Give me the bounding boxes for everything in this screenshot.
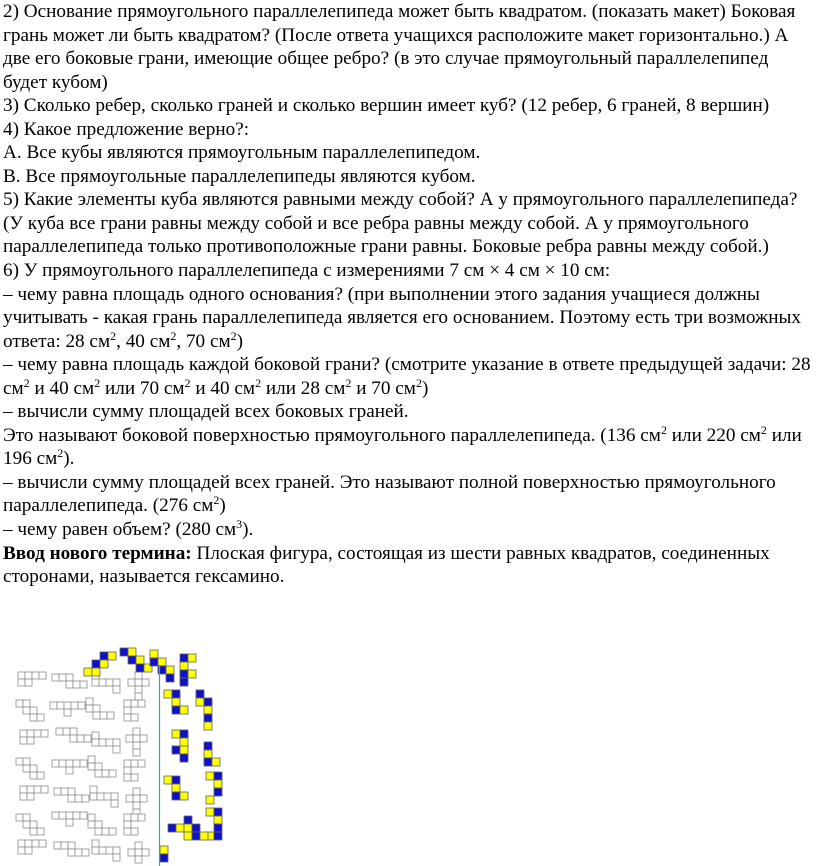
hexomino-cell (106, 739, 113, 746)
hexomino-cell (39, 840, 46, 847)
hexomino-cell (135, 856, 142, 863)
hexomino-cell (133, 735, 140, 742)
hexomino-cell (95, 821, 102, 828)
hexomino-colored-cell (200, 832, 208, 840)
hexomino-colored-cell (92, 668, 100, 676)
hexomino-cell (109, 770, 116, 777)
hexomino-colored-cell (166, 666, 174, 674)
hexomino-colored-cell (100, 652, 108, 660)
text-run: и 40 см (29, 377, 95, 399)
hexomino-colored-cell (172, 698, 180, 706)
hexomino-cell (66, 760, 73, 767)
hexomino-colored-cell (188, 670, 196, 678)
hexomino-cell (124, 821, 131, 828)
hexomino-cell (135, 693, 142, 700)
superscript: 2 (255, 375, 262, 390)
hexomino-colored-cell (196, 698, 204, 706)
hexomino-cell (84, 735, 91, 742)
hexomino-cell (54, 842, 61, 849)
hexomino-cell (88, 756, 95, 763)
hexomino-colored-cell (180, 738, 188, 746)
text-run: – чему равна площадь каждой боковой грани? (смотрите указание в ответе предыдущей задачи: 28 см (3, 354, 811, 399)
hexomino-colored-cell (180, 730, 188, 738)
hexomino-cell (68, 849, 75, 856)
hexomino-cell (27, 793, 34, 800)
hexomino-colored-cell (204, 742, 212, 750)
hexomino-cell (142, 679, 149, 686)
hexomino-colored-cell (180, 746, 188, 754)
hexomino-outline-grid (16, 672, 149, 863)
hexomino-cell (54, 788, 61, 795)
hexomino-cell (90, 786, 97, 793)
hexomino-cell (23, 821, 30, 828)
hexomino-cell (99, 679, 106, 686)
hexomino-cell (57, 702, 64, 709)
hexomino-colored-cell (172, 706, 180, 714)
hexomino-cell (73, 812, 80, 819)
superscript: 2 (760, 422, 767, 437)
hexomino-cell (56, 728, 63, 735)
hexomino-colored-cell (196, 690, 204, 698)
text-run: 6) У прямоугольного параллелепипеда с измерениями 7 см × 4 см × 10 см: (3, 260, 611, 282)
hexomino-colored-cell (188, 654, 196, 662)
hexomino-cell (77, 735, 84, 742)
hexomino-cell (30, 772, 37, 779)
text-run: – чему равен объем? (280 см (3, 519, 237, 541)
hexomino-cell (30, 714, 37, 721)
hexomino-cell (124, 774, 131, 781)
text-run: и 70 см (351, 377, 416, 399)
hexomino-cell (30, 707, 37, 714)
text-run: Плоская фигура, состоящая из шести равных квадратов, соединенных сторонами, называется гексамино. (3, 542, 770, 588)
hexomino-colored-cell (206, 796, 214, 804)
hexomino-colored-cell (184, 824, 192, 832)
hexomino-colored-cell (92, 660, 100, 668)
hexomino-cell (64, 709, 71, 716)
hexomino-cell (63, 728, 70, 735)
superscript: 2 (660, 422, 667, 437)
text-run: ) (236, 330, 243, 352)
hexomino-colored-cell (160, 854, 168, 862)
hexomino-colored-cell (166, 674, 174, 682)
hexomino-cell (73, 681, 80, 688)
hexomino-colored-cell (84, 668, 92, 676)
hexomino-cell (82, 849, 89, 856)
hexomino-cell (131, 814, 138, 821)
superscript: 2 (213, 493, 220, 508)
hexomino-cell (99, 739, 106, 746)
text-run: , 40 см (116, 330, 171, 352)
hexomino-cell (135, 672, 142, 679)
hexomino-cell (25, 672, 32, 679)
hexomino-cell (71, 702, 78, 709)
superscript: 2 (184, 375, 191, 390)
hexomino-colored-cell (172, 792, 180, 800)
hexomino-cell (39, 672, 46, 679)
hexomino-cell (18, 679, 25, 686)
hexomino-cell (124, 707, 131, 714)
text-run: или 220 см (666, 424, 761, 446)
hexomino-cell (82, 795, 89, 802)
term-label: Ввод нового термина: (3, 542, 192, 564)
hexomino-cell (138, 760, 145, 767)
hexomino-cell (27, 737, 34, 744)
hexomino-cell (16, 758, 23, 765)
hexomino-colored-cell (214, 832, 222, 840)
hexomino-cell (34, 730, 41, 737)
hexomino-cell (59, 760, 66, 767)
hexomino-cell (80, 760, 87, 767)
hexomino-colored-cell (214, 816, 222, 824)
hexomino-cell (99, 847, 106, 854)
hexomino-cell (113, 679, 120, 686)
hexomino-cell (131, 714, 138, 721)
hexomino-colored-cell (204, 714, 212, 722)
text-run: 4) Какое предложение верно?: (3, 118, 250, 140)
hexomino-cell (135, 679, 142, 686)
hexomino-cell (131, 760, 138, 767)
hexomino-colored-cell (136, 656, 144, 664)
hexomino-cell (133, 788, 140, 795)
superscript: 2 (170, 328, 177, 343)
hexomino-colored-cell (150, 650, 158, 658)
hexomino-colored-cell (172, 690, 180, 698)
hexomino-colored-cell (180, 678, 188, 686)
hexomino-cell (18, 672, 25, 679)
hexomino-cell (133, 749, 140, 756)
hexomino-cell (97, 793, 104, 800)
hexomino-cell (66, 681, 73, 688)
hexomino-colored-cell (204, 722, 212, 730)
hexomino-cell (27, 730, 34, 737)
hexomino-cell (140, 795, 147, 802)
hexomino-cell (23, 765, 30, 772)
hexomino-cell (90, 793, 97, 800)
hexomino-cell (86, 705, 93, 712)
hexomino-cell (88, 763, 95, 770)
hexomino-cell (135, 686, 142, 693)
text-run: В. Все прямоугольные параллелепипеды являются кубом. (3, 165, 476, 187)
hexomino-cell (92, 679, 99, 686)
hexomino-cell (126, 735, 133, 742)
hexomino-colored-cell (180, 792, 188, 800)
hexomino-cell (59, 812, 66, 819)
hexomino-cell (70, 735, 77, 742)
hexomino-cell (23, 707, 30, 714)
text-run: Это называют боковой поверхностью прямоугольного параллелепипеда. (136 см (3, 424, 661, 446)
hexomino-cell (66, 674, 73, 681)
hexomino-cell (61, 788, 68, 795)
hexomino-cell (37, 714, 44, 721)
hexomino-cell (124, 700, 131, 707)
text-run: ) (421, 377, 429, 399)
hexomino-cell (32, 840, 39, 847)
hexomino-cell (70, 728, 77, 735)
hexomino-cell (95, 770, 102, 777)
hexomino-colored-cell (160, 846, 168, 854)
text-run: ) (219, 495, 226, 517)
hexomino-cell (30, 828, 37, 835)
hexomino-cell (138, 814, 145, 821)
hexomino-colored-cell (180, 754, 188, 762)
hexomino-colored-cell (204, 758, 212, 766)
hexomino-cell (113, 739, 120, 746)
hexomino-cell (18, 840, 25, 847)
hexomino-colored-cell (180, 662, 188, 670)
superscript: 2 (94, 375, 101, 390)
hexomino-cell (88, 814, 95, 821)
hexomino-colored-cell (176, 824, 184, 832)
hexomino-cell (23, 700, 30, 707)
hexomino-cell (124, 714, 131, 721)
hexomino-cell (50, 702, 57, 709)
hexomino-cell (142, 849, 149, 856)
hexomino-cell (93, 712, 100, 719)
hexomino-colored-cell (180, 706, 188, 714)
hexomino-cell (138, 700, 145, 707)
hexomino-colored-cell (128, 648, 136, 656)
hexomino-cell (68, 842, 75, 849)
hexomino-cell (52, 812, 59, 819)
hexomino-cell (37, 772, 44, 779)
superscript: 2 (23, 375, 30, 390)
hexomino-cell (64, 702, 71, 709)
hexomino-cell (75, 849, 82, 856)
hexomino-cell (124, 760, 131, 767)
hexomino-cell (106, 847, 113, 854)
text-run: или 70 см (100, 377, 185, 399)
hexomino-colored-cell (180, 654, 188, 662)
hexomino-cell (100, 712, 107, 719)
hexomino-colored-cell (172, 784, 180, 792)
text-run: 5) Какие элементы куба являются равными между собой? А у прямоугольного параллелепипеда? (У куба все грани равны между собой и все ребра равны между собой. А у прямоугольного параллелепипеда только противоположные грани равны. Боковые ребра равны между собой.) (3, 189, 798, 258)
hexomino-colored-cell (108, 652, 116, 660)
hexomino-cell (88, 821, 95, 828)
hexomino-cell (23, 758, 30, 765)
hexomino-colored-cell (184, 816, 192, 824)
hexomino-colored-cell (214, 808, 222, 816)
hexomino-cell (25, 847, 32, 854)
hexomino-cell (102, 770, 109, 777)
hexomino-cell (66, 812, 73, 819)
hexomino-cell (68, 788, 75, 795)
hexomino-cell (25, 679, 32, 686)
text-run: или 196 см (3, 424, 802, 470)
hexomino-cell (80, 681, 87, 688)
hexomino-cell (93, 705, 100, 712)
hexomino-cell (92, 840, 99, 847)
hexomino-cell (135, 849, 142, 856)
hexomino-colored-cell (206, 808, 214, 816)
hexomino-cell (52, 760, 59, 767)
hexomino-colored-cell (212, 758, 220, 766)
hexomino-cell (124, 814, 131, 821)
hexomino-cell (92, 847, 99, 854)
hexomino-cell (113, 847, 120, 854)
hexomino-colored-cell (172, 776, 180, 784)
hexomino-cell (34, 786, 41, 793)
hexomino-cell (20, 737, 27, 744)
hexomino-cell (16, 700, 23, 707)
hexomino-colored-cell (100, 660, 108, 668)
hexomino-cell (133, 728, 140, 735)
superscript: 2 (230, 328, 237, 343)
hexomino-cell (113, 686, 120, 693)
hexomino-colored-cell (128, 656, 136, 664)
text-run: – чему равна площадь одного основания? (при выполнении этого задания учащиеся должны учитывать - какая грань параллелепипеда является его основанием. Поэтому есть три возможных ответа: 28 см (3, 283, 802, 352)
hexomino-colored-cell (214, 780, 222, 788)
superscript: 2 (110, 328, 117, 343)
hexomino-cell (92, 739, 99, 746)
hexomino-cell (25, 840, 32, 847)
hexomino-cell (128, 849, 135, 856)
hexomino-cell (59, 674, 66, 681)
hexomino-cell (37, 828, 44, 835)
hexomino-cell (27, 786, 34, 793)
text-run: , 70 см (176, 330, 231, 352)
hexomino-cell (20, 793, 27, 800)
hexomino-cell (66, 767, 73, 774)
hexomino-cell (126, 795, 133, 802)
hexomino-cell (32, 672, 39, 679)
hexomino-cell (16, 814, 23, 821)
hexomino-colored-cell (214, 788, 222, 796)
text-run: ). (63, 448, 75, 470)
hexomino-cell (124, 767, 131, 774)
hexomino-colored-cell (192, 824, 200, 832)
hexomino-cell (135, 842, 142, 849)
hexomino-cell (66, 819, 73, 826)
hexomino-cell (80, 812, 87, 819)
hexomino-colored-cell (164, 690, 172, 698)
hexomino-cell (111, 793, 118, 800)
hexomino-cell (106, 679, 113, 686)
hexomino-colored-cell (120, 648, 128, 656)
hexomino-cell (92, 732, 99, 739)
hexomino-colored-cell (172, 730, 180, 738)
hexomino-cell (52, 674, 59, 681)
hexomino-cell (113, 746, 120, 753)
hexomino-cell (113, 854, 120, 861)
hexomino-cell (95, 763, 102, 770)
text-run: – вычисли сумму площадей всех боковых граней. (3, 401, 409, 423)
hexomino-colored-cell (158, 658, 166, 666)
hexomino-cell (128, 679, 135, 686)
hexomino-cell (23, 814, 30, 821)
text-run: 3) Сколько ребер, сколько граней и сколько вершин имеет куб? (12 ребер, 6 граней, 8 вершин) (3, 95, 770, 117)
superscript: 2 (415, 375, 422, 390)
hexomino-cell (41, 786, 48, 793)
hexomino-cell (111, 800, 118, 807)
hexomino-cell (131, 700, 138, 707)
hexomino-cell (30, 765, 37, 772)
hexomino-cell (124, 828, 131, 835)
text-run: А. Все кубы являются прямоугольным параллелепипедом. (3, 142, 481, 164)
hexomino-cell (68, 795, 75, 802)
hexomino-cell (78, 702, 85, 709)
hexomino-colored-cell (164, 776, 172, 784)
hexomino-colored-cell (180, 670, 188, 678)
text-run: и 40 см (190, 377, 256, 399)
hexomino-colored-cell (136, 664, 144, 672)
text-run: ). (242, 519, 254, 541)
hexomino-cell (133, 742, 140, 749)
hexomino-colored-cell (214, 824, 222, 832)
hexomino-cell (20, 730, 27, 737)
hexomino-cell (61, 842, 68, 849)
hexomino-cell (75, 795, 82, 802)
superscript: 2 (57, 446, 64, 461)
text-run: 2) Основание прямоугольного параллелепипеда может быть квадратом. (показать макет) Боковая грань может ли быть квадратом? (После ответа учащихся расположите макет горизонтально.) А две его боковые грани, имеющие общее ребро? (в это случае прямоугольный параллелепипед будет кубом) (3, 1, 796, 93)
text-run: – вычисли сумму площадей всех граней. Это называют полной поверхностью прямоугольного параллелепипеда. (276 см (3, 471, 776, 517)
hexomino-colored-cell (172, 746, 180, 754)
hexomino-cell (95, 828, 102, 835)
hexomino-colored-cell (204, 750, 212, 758)
hexomino-colored-cell (192, 832, 200, 840)
hexomino-cell (30, 821, 37, 828)
hexomino-cell (18, 847, 25, 854)
hexomino-cell (109, 828, 116, 835)
hexomino-colored-cell (204, 706, 212, 714)
hexomino-cell (20, 786, 27, 793)
hexomino-colored-cell (168, 824, 176, 832)
hexomino-cell (133, 795, 140, 802)
hexomino-colored-cell (150, 658, 158, 666)
hexomino-colored-cell (184, 832, 192, 840)
text-run: или 28 см (261, 377, 346, 399)
superscript: 2 (345, 375, 352, 390)
hexomino-cell (133, 802, 140, 809)
hexomino-colored-cell (206, 772, 214, 780)
hexomino-cell (131, 774, 138, 781)
hexomino-colored-cell (204, 698, 212, 706)
hexomino-cell (102, 828, 109, 835)
hexomino-cell (73, 760, 80, 767)
hexomino-cell (41, 730, 48, 737)
hexomino-cell (104, 793, 111, 800)
hexomino-cell (107, 712, 114, 719)
hexomino-cell (131, 828, 138, 835)
hexomino-cell (140, 735, 147, 742)
hexomino-cell (86, 698, 93, 705)
superscript: 3 (236, 517, 243, 532)
hexomino-colored-cell (214, 772, 222, 780)
